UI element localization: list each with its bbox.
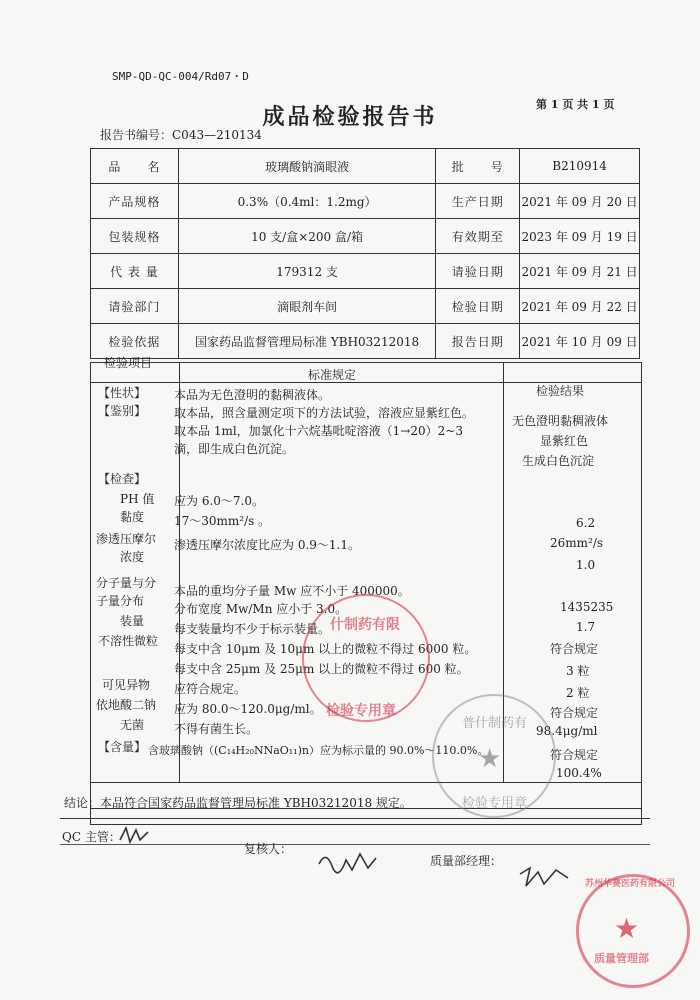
red-seal-arc: 什制药有限 <box>330 617 400 633</box>
company-seal-center: 质量管理部 <box>594 952 649 965</box>
qty-value: 179312 支 <box>178 254 435 289</box>
company-seal-arc: 苏州华赛医药有限公司 <box>584 879 675 889</box>
item-visible: 可见异物 <box>102 678 151 692</box>
result-2: 显紫红色 <box>540 434 589 448</box>
dept-value: 滴眼剂车间 <box>178 289 435 324</box>
standard-15: 不得有菌生长。 <box>174 722 259 736</box>
req-date-label: 请验日期 <box>436 254 520 289</box>
standard-7: 渗透压摩尔浓度比应为 0.9～1.1。 <box>174 538 360 552</box>
basis-label: 检验依据 <box>91 324 179 359</box>
standard-16: 含玻璃酸钠（(C₁₄H₂₀NNaO₁₁)n）应为标示量的 90.0%～110.0%。 <box>148 744 489 757</box>
red-seal-center: 检验专用章 <box>326 703 396 719</box>
batch-label: 批 号 <box>436 149 520 184</box>
batch-value: B210914 <box>520 149 640 184</box>
result-7: 1435235 <box>560 600 614 614</box>
item-character: 【性状】 <box>98 386 147 400</box>
standard-2: 取本品，照含量测定项下的方法试验，溶液应显紫红色。 <box>174 406 475 420</box>
result-11: 2 粒 <box>566 686 590 700</box>
standard-13: 应符合规定。 <box>174 682 247 696</box>
result-15: 100.4% <box>556 766 602 780</box>
report-number: 报告书编号：C043—210134 <box>100 128 262 142</box>
standard-1: 本品为无色澄明的黏稠液体。 <box>174 388 331 402</box>
item-identify: 【鉴别】 <box>98 404 147 418</box>
item-fill: 装量 <box>120 614 145 628</box>
report-date-value: 2021 年 10 月 09 日 <box>520 324 640 359</box>
standard-5: 应为 6.0～7.0。 <box>174 494 264 508</box>
result-1: 无色澄明黏稠液体 <box>512 414 609 428</box>
header-item: 检验项目 <box>104 356 153 370</box>
star-icon: ★ <box>614 912 640 945</box>
star-icon: ★ <box>478 744 502 774</box>
pack-label: 包装规格 <box>91 219 179 254</box>
item-particles: 不溶性微粒 <box>98 634 159 648</box>
standard-8: 本品的重均分子量 Mw 应不小于 400000。 <box>174 584 410 598</box>
item-mw-1: 分子量与分 <box>96 576 157 590</box>
item-sterile: 无菌 <box>120 718 145 732</box>
standard-14: 应为 80.0～120.0μg/ml。 <box>174 702 322 716</box>
report-date-label: 报告日期 <box>436 324 520 359</box>
result-4: 6.2 <box>576 516 596 530</box>
standard-9: 分布宽度 Mw/Mn 应小于 3.0。 <box>174 602 348 616</box>
qa-signature <box>516 862 572 896</box>
mfg-label: 生产日期 <box>436 184 520 219</box>
product-value: 玻璃酸钠滴眼液 <box>178 149 435 184</box>
test-date-label: 检验日期 <box>436 289 520 324</box>
result-9: 符合规定 <box>550 642 599 656</box>
result-6: 1.0 <box>576 558 596 572</box>
result-5: 26mm²/s <box>550 536 604 550</box>
gray-seal-center: 检验专用章 <box>462 796 528 811</box>
result-12: 符合规定 <box>550 706 599 720</box>
info-table <box>90 148 640 359</box>
dept-label: 请验部门 <box>91 289 179 324</box>
item-content: 【含量】 <box>98 740 147 754</box>
pack-value: 10 支/盒×200 盒/箱 <box>178 219 435 254</box>
standard-4: 滴，即生成白色沉淀。 <box>174 442 295 456</box>
standard-12: 每支中含 25μm 及 25μm 以上的微粒不得过 600 粒。 <box>174 662 469 676</box>
item-sodium: 依地酸二钠 <box>96 698 157 712</box>
req-date-value: 2021 年 09 月 21 日 <box>520 254 640 289</box>
document-code: SMP-QD-QC-004/Rd07・D <box>112 70 249 83</box>
qty-label: 代 表 量 <box>91 254 179 289</box>
standard-10: 每支装量均不少于标示装量。 <box>174 622 331 636</box>
item-osmotic-2: 浓度 <box>120 550 145 564</box>
header-result: 检验结果 <box>536 384 585 398</box>
exp-label: 有效期至 <box>436 219 520 254</box>
item-ph: PH 值 <box>120 492 155 506</box>
standard-6: 17～30mm²/s 。 <box>174 514 271 528</box>
product-label: 品 名 <box>91 149 179 184</box>
page-info: 第 1 页 共 1 页 <box>536 98 615 111</box>
gray-seal-arc: 普什制药有 <box>462 716 528 731</box>
result-10: 3 粒 <box>566 664 590 678</box>
spec-value: 0.3%（0.4ml：1.2mg） <box>178 184 435 219</box>
item-check: 【检查】 <box>98 472 147 486</box>
qa-label: 质量部经理： <box>430 854 503 868</box>
qc-label: QC 主管： <box>62 830 121 844</box>
signature-divider <box>60 818 650 819</box>
item-osmotic-1: 渗透压摩尔 <box>96 532 157 546</box>
reviewer-signature <box>316 846 378 880</box>
standard-11: 每支中含 10μm 及 10μm 以上的微粒不得过 6000 粒。 <box>174 642 477 656</box>
result-8: 1.7 <box>576 620 596 634</box>
item-viscosity: 黏度 <box>120 510 145 524</box>
test-date-value: 2021 年 09 月 22 日 <box>520 289 640 324</box>
mfg-value: 2021 年 09 月 20 日 <box>520 184 640 219</box>
qc-signature <box>116 822 152 852</box>
exp-value: 2023 年 09 月 19 日 <box>520 219 640 254</box>
page-title: 成品检验报告书 <box>262 104 438 130</box>
standard-3: 取本品 1ml，加氯化十六烷基吡啶溶液（1→20）2~3 <box>174 424 463 438</box>
result-14: 符合规定 <box>550 748 599 762</box>
result-13: 98.4μg/ml <box>536 724 598 738</box>
header-standard: 标准规定 <box>308 368 357 382</box>
spec-label: 产品规格 <box>91 184 179 219</box>
basis-value: 国家药品监督管理局标准 YBH03212018 <box>178 324 435 359</box>
result-3: 生成白色沉淀 <box>522 454 595 468</box>
conclusion: 结论：本品符合国家药品监督管理局标准 YBH03212018 规定。 <box>64 796 412 810</box>
item-mw-2: 子量分布 <box>96 594 145 608</box>
reviewer-label: 复核人： <box>244 842 293 856</box>
